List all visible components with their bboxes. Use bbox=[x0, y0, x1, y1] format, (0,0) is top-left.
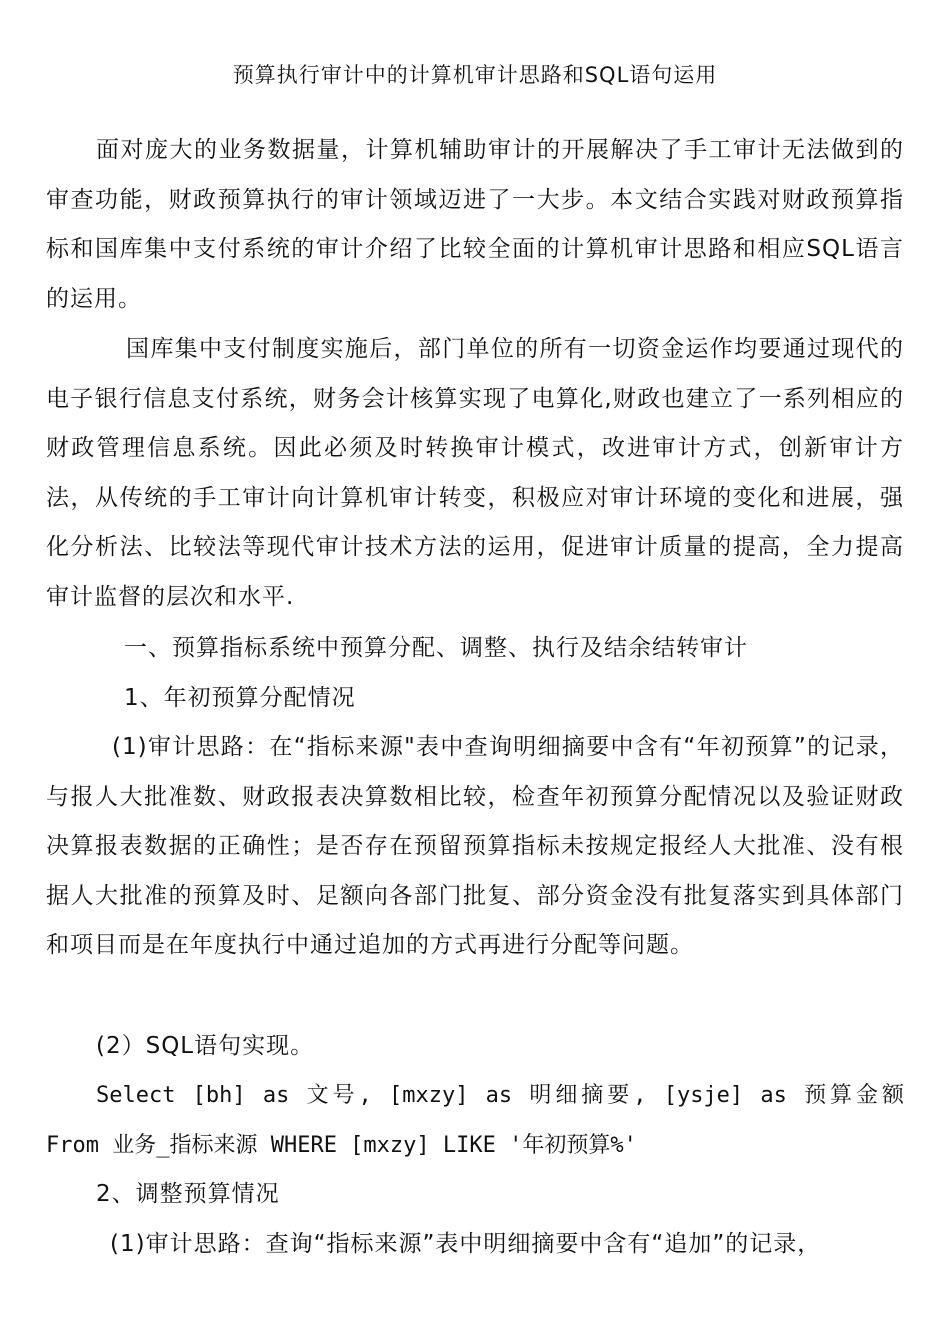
intro-paragraph: 面对庞大的业务数据量，计算机辅助审计的开展解决了手工审计无法做到的审查功能，财政预算执行的审计领域迈进了一大步。本文结合实践对财政预算指标和国库集中支付系统的审计介绍了比较全面的计算机审计思路和相应SQL语言的运用。 bbox=[46, 137, 904, 312]
sql-implementation-label: (2）SQL语句实现。 bbox=[96, 1033, 315, 1059]
subsection-heading-initial-budget: 1、年初预算分配情况 bbox=[124, 685, 356, 711]
body-paragraph-treasury: 国库集中支付制度实施后，部门单位的所有一切资金运作均要通过现代的电子银行信息支付系统，财务会计核算实现了电算化,财政也建立了一系列相应的财政管理信息系统。因此必须及时转换审计模式，改进审计方式，创新审计方法，从传统的手工审计向计算机审计转变，积极应对审计环境的变化和进展，强化分析法、比较法等现代审计技术方法的运用，促进审计质量的提高，全力提高审计监督的层次和水平. bbox=[46, 336, 904, 610]
document-title: 预算执行审计中的计算机审计思路和SQL语句运用 bbox=[232, 63, 718, 87]
subsection-heading-adjustment: 2、调整预算情况 bbox=[96, 1181, 280, 1207]
section-heading: 一、预算指标系统中预算分配、调整、执行及结余结转审计 bbox=[124, 635, 748, 661]
sql-code-block bbox=[46, 1071, 904, 1170]
audit-approach-adjustment-paragraph: (1)审计思路：查询“指标来源”表中明细摘要中含有“追加”的记录， bbox=[110, 1231, 822, 1257]
sql-select-line: Select [bh] as 文号, [mxzy] as 明细摘要, [ysje] as 预算金额 bbox=[96, 1083, 904, 1108]
audit-approach-paragraph: (1)审计思路：在“指标来源"表中查询明细摘要中含有“年初预算”的记录，与报人大批准数、财政报表决算数相比较，检查年初预算分配情况以及验证财政决算报表数据的正确性；是否存在预留预算指标未按规定报经人大批准、没有根据人大批准的预算及时、足额向各部门批复、部分资金没有批复落实到具体部门和项目而是在年度执行中通过追加的方式再进行分配等问题。 bbox=[46, 734, 904, 959]
sql-from-line: From 业务_指标来源 WHERE [mxzy] LIKE '年初预算%' bbox=[46, 1132, 637, 1158]
